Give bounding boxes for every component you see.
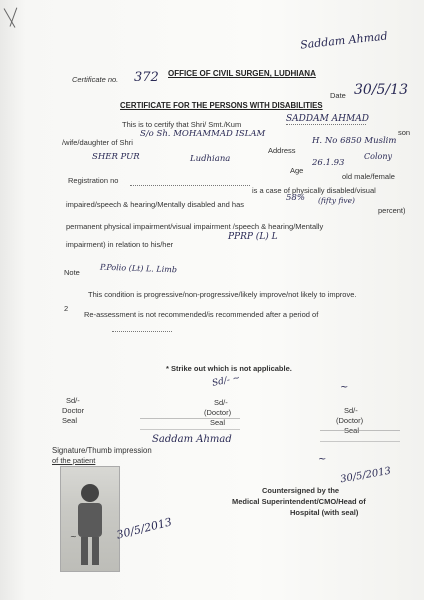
age-label: Age xyxy=(290,166,304,175)
note-value: P.Polio (Lt) L. Limb xyxy=(99,262,178,275)
father-name: S/o Sh. MOHAMMAD ISLAM xyxy=(140,129,266,139)
address-line3: Ludhiana xyxy=(190,154,231,164)
office-heading: OFFICE OF CIVIL SURGEN, LUDHIANA xyxy=(168,69,316,78)
date-value: 30/5/13 xyxy=(354,82,408,98)
photo-signature: ~ xyxy=(70,532,77,541)
note-label: Note xyxy=(64,268,80,277)
percent-value: 58% xyxy=(286,193,305,203)
gender-label: old male/female xyxy=(342,172,395,181)
doctor-right: (Doctor) xyxy=(336,416,364,425)
reassessment-line: Re-assessment is not recommended/is recommended after a period of xyxy=(84,310,319,319)
sd-right: Sd/- xyxy=(344,406,358,415)
patient-signature: Saddam Ahmad xyxy=(152,434,232,445)
cmo-sign-date: 30/5/2013 xyxy=(339,465,392,486)
case-text: is a case of physically disabled/visual xyxy=(252,186,376,195)
reassessment-field xyxy=(112,330,172,332)
signature-thumb-label: Signature/Thumb impression xyxy=(52,446,152,455)
item-marker: 2 xyxy=(64,304,69,313)
permanent-line: permanent physical impairment/visual impairment /speech & hearing/Mentally xyxy=(66,222,324,231)
sd-mid: Sd/- xyxy=(214,398,228,407)
date-label: Date xyxy=(330,91,346,100)
countersigned-label: Countersigned by the xyxy=(262,486,340,495)
wife-daughter-line: /wife/daughter of Shri xyxy=(62,138,133,147)
registration-label: Registration no xyxy=(68,176,119,185)
person-photo-icon xyxy=(61,467,119,571)
photo-date: 30/5/2013 xyxy=(115,515,174,542)
address-line2: SHER PUR xyxy=(92,152,140,162)
mental-line: impaired/speech & hearing/Mentally disabled and has xyxy=(66,200,245,209)
seal-right: Seal xyxy=(344,426,360,435)
of-patient-label: of the patient xyxy=(52,456,96,465)
address-label: Address xyxy=(268,146,296,155)
certificate-no-label: Certificate no. xyxy=(72,75,119,84)
relation-value: PPRP (L) L xyxy=(228,232,278,242)
colony-text: Colony xyxy=(364,152,392,161)
doctor-signature-mid: Sd/- ~ xyxy=(211,373,242,389)
seal-mid: Seal xyxy=(210,418,226,427)
certificate-title: CERTIFICATE FOR THE PERSONS WITH DISABILITIES xyxy=(120,101,323,110)
registration-field xyxy=(130,184,250,186)
doctor-signature-right: ~ xyxy=(340,382,349,393)
son-label: son xyxy=(398,128,411,137)
cmo-signature: ~ xyxy=(318,454,327,465)
condition-line: This condition is progressive/non-progressive/likely improve/not likely to improve. xyxy=(88,290,357,299)
relation-line: impairment) in relation to his/her xyxy=(66,240,174,249)
address-line1: H. No 6850 Muslim xyxy=(312,136,397,146)
age-value: 26.1.93 xyxy=(312,158,345,168)
percent-note: (fifty five) xyxy=(318,196,355,205)
certificate-no-value: 372 xyxy=(134,70,159,85)
certify-line: This is to certify that Shri/ Smt./Kum xyxy=(122,120,242,129)
top-signature: Saddam Ahmad xyxy=(299,29,389,52)
patient-photo xyxy=(60,466,120,572)
seal-left: Seal xyxy=(62,416,78,425)
stamp-mark xyxy=(140,418,240,430)
sd-left: Sd/- xyxy=(66,396,80,405)
percent-label: percent) xyxy=(378,206,406,215)
patient-name: SADDAM AHMAD xyxy=(286,114,369,124)
doctor-mid: (Doctor) xyxy=(204,408,232,417)
medical-supt-label: Medical Superintendent/CMO/Head of xyxy=(232,497,366,506)
strike-note: * Strike out which is not applicable. xyxy=(166,364,292,373)
hospital-seal-label: Hospital (with seal) xyxy=(290,508,359,517)
doctor-left: Doctor xyxy=(62,406,85,415)
stamp-mark xyxy=(320,430,400,442)
